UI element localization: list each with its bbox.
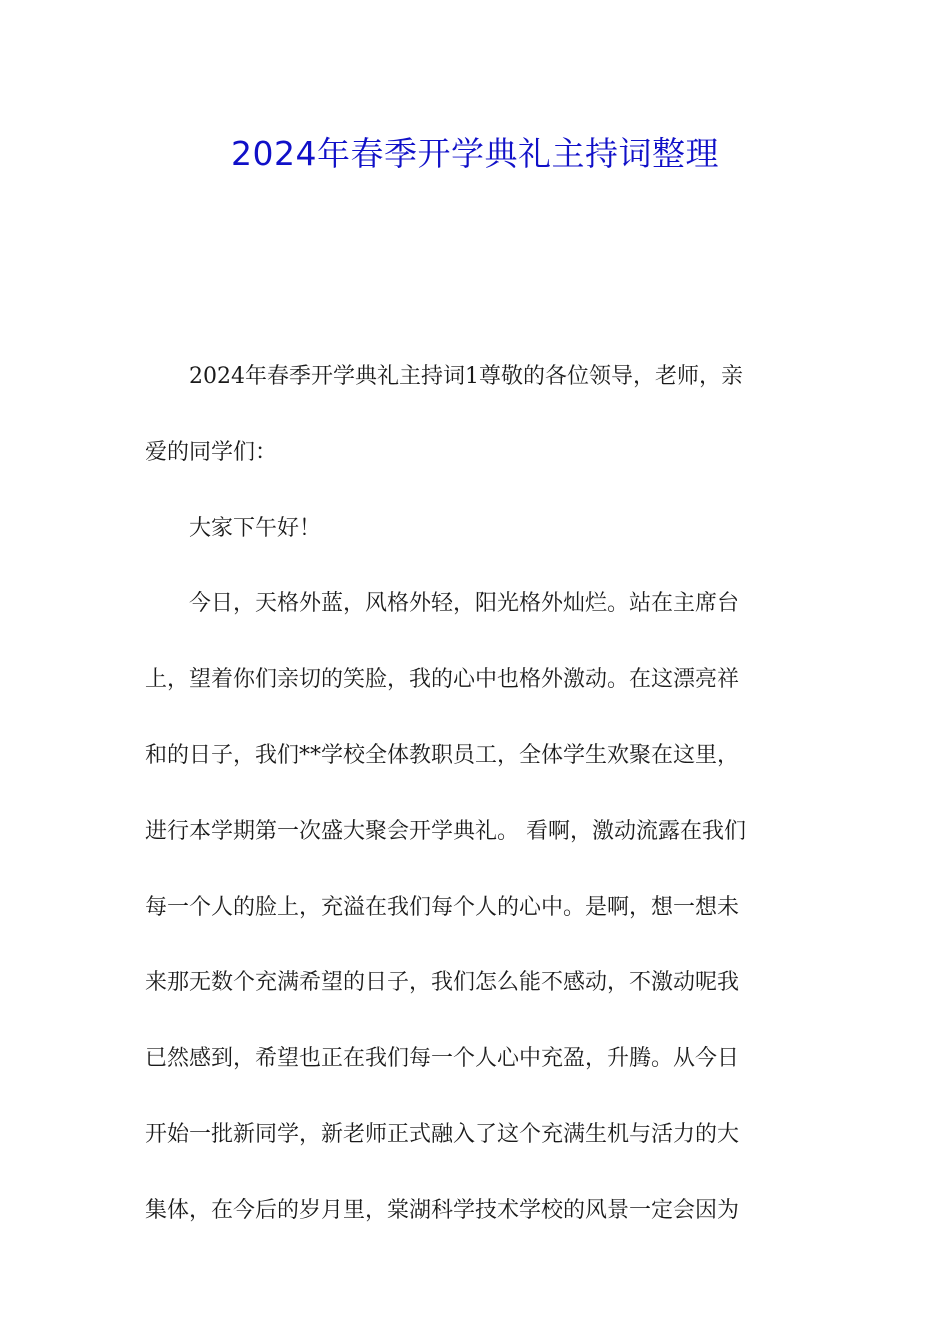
text-line: 每一个人的脸上，充溢在我们每个人的心中。是啊，想一想未: [145, 894, 740, 920]
document-title: 2024年春季开学典礼主持词整理: [231, 134, 719, 173]
text-line: 2024年春季开学典礼主持词1尊敬的各位领导，老师，亲: [189, 364, 743, 389]
text-line: 开始一批新同学，新老师正式融入了这个充满生机与活力的大: [145, 1121, 740, 1147]
text-line: 上，望着你们亲切的笑脸，我的心中也格外激动。在这漂亮祥: [145, 667, 740, 693]
text-line: 来那无数个充满希望的日子，我们怎么能不感动，不激动呢我: [145, 970, 740, 996]
document-body: [145, 339, 807, 1249]
text-line: 已然感到，希望也正在我们每一个人心中充盈，升腾。从今日: [145, 1046, 740, 1072]
paragraph-good-afternoon: [145, 491, 807, 567]
text-line: 爱的同学们：: [145, 439, 278, 465]
text-line: 今日，天格外蓝，风格外轻，阳光格外灿烂。站在主席台: [189, 591, 740, 617]
paragraph-main: [145, 566, 807, 1248]
paragraph-greeting: [145, 339, 807, 491]
text-line: 进行本学期第一次盛大聚会开学典礼。 看啊，激动流露在我们: [145, 818, 746, 844]
text-line: 和的日子，我们**学校全体教职员工，全体学生欢聚在这里，: [145, 742, 740, 768]
text-line: 大家下午好！: [189, 515, 322, 541]
text-line: 集体，在今后的岁月里，棠湖科学技术学校的风景一定会因为: [145, 1197, 740, 1223]
